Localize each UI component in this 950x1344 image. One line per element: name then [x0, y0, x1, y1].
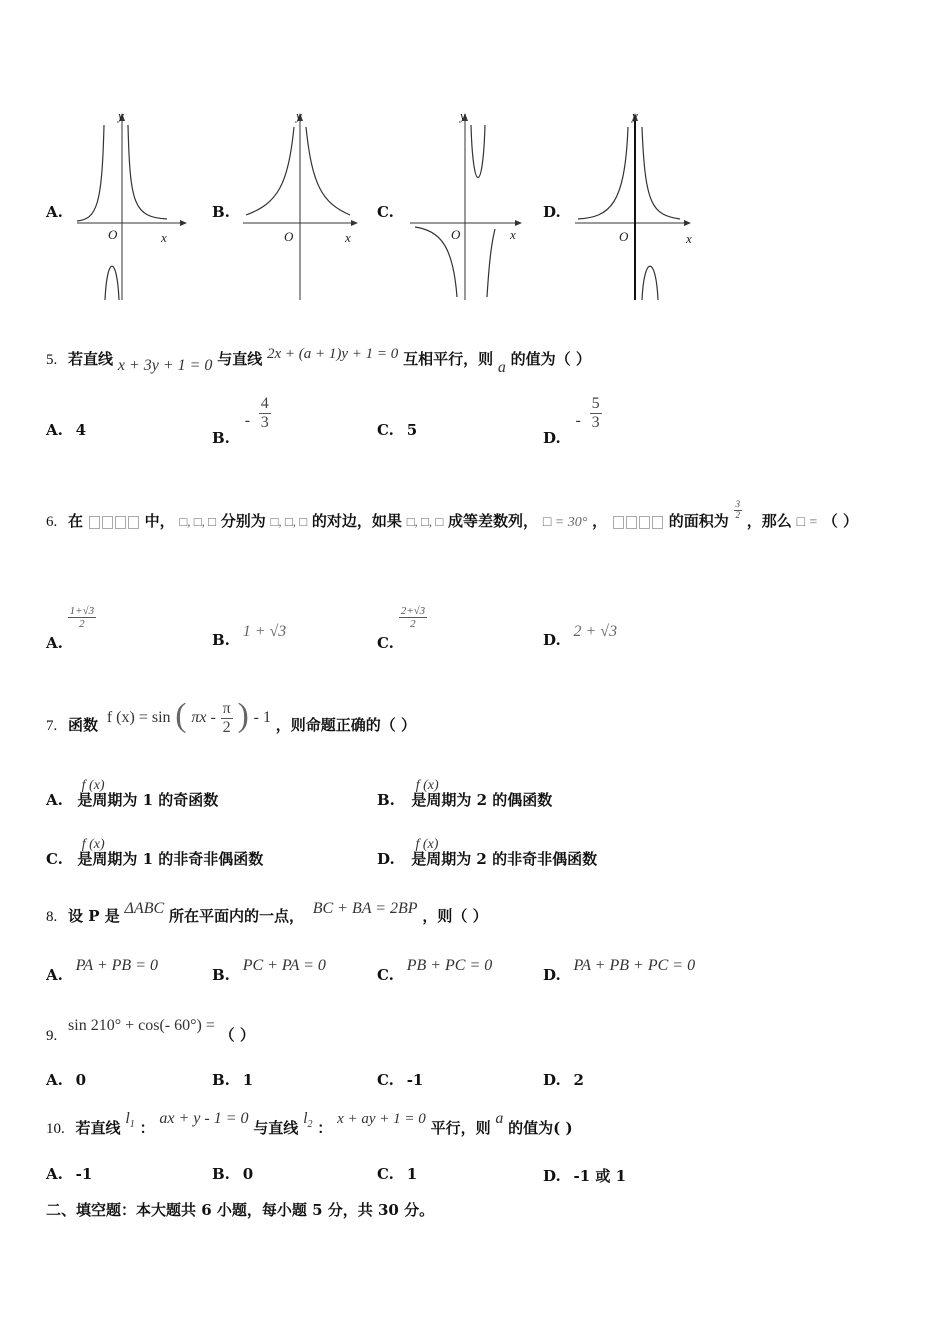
option-label: A. — [46, 791, 63, 809]
denominator: 2 — [410, 618, 416, 631]
question-text: ，则（ ） — [422, 907, 488, 925]
q10-option-a[interactable] — [46, 1165, 92, 1183]
question-number: 9. — [46, 1028, 58, 1044]
option-equation: PA + PB + PC = 0 — [573, 957, 696, 974]
graph-d — [570, 105, 695, 301]
curve-right — [487, 229, 495, 297]
q10-option-d[interactable] — [543, 1165, 626, 1186]
line-letter: l — [303, 1110, 308, 1127]
q5-option-d[interactable] — [543, 395, 602, 448]
question-text: 平行，则 — [430, 1119, 491, 1137]
q5-option-b[interactable] — [212, 395, 271, 448]
y-label: y — [118, 108, 124, 123]
option-label: B. — [212, 1165, 230, 1183]
q9-option-c[interactable] — [377, 1071, 423, 1089]
q9-option-b[interactable] — [212, 1071, 253, 1089]
curve-bottom — [642, 266, 658, 300]
question-text: ，那么 — [746, 512, 792, 530]
question-number: 7. — [46, 718, 58, 734]
question-text: 中， — [144, 512, 175, 530]
option-value: 4 — [75, 421, 87, 439]
function-tail: - 1 — [253, 709, 271, 726]
variable-a: a — [497, 359, 506, 376]
question-text: 的面积为 — [668, 512, 729, 530]
q9-option-a[interactable] — [46, 1071, 86, 1089]
origin-label: O — [284, 229, 294, 244]
question-7: 7. 函数 f (x) = sin ( πx - $\frac{\pi}{2}$ ) - 1 ，则命题正确的（ ） — [46, 697, 416, 736]
vector-equation: BC + BA = 2BP — [312, 900, 418, 917]
triangle-placeholder — [612, 512, 664, 530]
q5-option-c[interactable] — [377, 421, 417, 439]
option-value: 0 — [242, 1165, 254, 1183]
fraction — [399, 605, 427, 630]
q10-option-c[interactable] — [377, 1165, 417, 1183]
question-8 — [46, 897, 488, 925]
q9-option-d[interactable] — [543, 1071, 584, 1089]
function-ref: f (x) — [81, 837, 105, 852]
option-text: 是周期为 1 的非奇非偶函数 — [77, 850, 264, 868]
line-letter: l — [125, 1110, 130, 1127]
equation-l2: x + ay + 1 = 0 — [337, 1111, 426, 1127]
question-text: 函数 — [68, 716, 99, 734]
numerator: 5 — [591, 395, 600, 412]
option-label: B. — [212, 966, 230, 984]
fraction — [259, 395, 271, 431]
curve-top — [471, 125, 485, 178]
option-label: A. — [46, 966, 63, 984]
option-label: C. — [46, 850, 63, 868]
question-text: 成等差数列， — [448, 512, 539, 530]
option-value: -1 — [75, 1165, 93, 1183]
area-fraction — [734, 500, 743, 521]
question-9 — [46, 1014, 255, 1044]
x-axis-arrow — [515, 220, 522, 226]
question-5 — [46, 346, 591, 376]
question-number: 5. — [46, 352, 58, 368]
function-ref: f (x) — [415, 778, 439, 793]
option-label: B. — [212, 429, 230, 448]
option-text: 是周期为 2 的偶函数 — [411, 791, 553, 809]
option-label: D. — [543, 966, 561, 984]
question-text: 若直线 — [68, 350, 114, 368]
colon: ： — [139, 1119, 155, 1137]
option-label: C. — [377, 1165, 394, 1183]
q6-option-d[interactable] — [543, 622, 618, 649]
option-label: C. — [377, 1071, 394, 1089]
question-10 — [46, 1107, 573, 1137]
question-text: 与直线 — [253, 1119, 299, 1137]
line-l1 — [125, 1110, 135, 1131]
option-value: 2 — [573, 1071, 584, 1089]
question-text: 设 P 是 — [68, 907, 120, 925]
q7-option-b[interactable] — [377, 773, 553, 809]
option-label: B. — [212, 631, 230, 649]
q7-option-a[interactable] — [46, 773, 219, 809]
denominator: 2 — [222, 718, 231, 736]
question-text: 与直线 — [217, 350, 263, 368]
graph-option-a-label: A. — [46, 203, 63, 221]
question-text: 的值为（ ） — [510, 350, 591, 368]
origin-label: O — [108, 227, 118, 242]
graph-option-d-label: D. — [543, 203, 561, 221]
question-text: 互相平行，则 — [403, 350, 494, 368]
option-value: -1 或 1 — [573, 1167, 627, 1185]
option-label: D. — [543, 429, 561, 448]
option-label: D. — [543, 631, 561, 649]
q7-option-c[interactable] — [46, 832, 264, 868]
option-sign: - — [244, 412, 251, 430]
equation-line-1: x + 3y + 1 = 0 — [117, 357, 213, 374]
x-label: x — [345, 230, 351, 245]
option-value: 1 + √3 — [242, 623, 287, 640]
side-placeholders: □, □, □ — [406, 514, 444, 529]
option-equation: PB + PC = 0 — [406, 957, 493, 974]
function-ref: f (x) — [81, 778, 105, 793]
option-label: C. — [377, 966, 394, 984]
x-axis-arrow — [684, 220, 691, 226]
question-text: 所在平面内的一点， — [168, 907, 304, 925]
x-label: x — [510, 227, 516, 242]
curve-left — [578, 127, 628, 219]
q8-option-d[interactable] — [543, 956, 696, 984]
trig-expression: sin 210° + cos(- 60°) = — [68, 1017, 215, 1034]
denominator: 2 — [735, 509, 740, 520]
numerator: 4 — [260, 395, 269, 412]
fraction — [590, 395, 602, 431]
option-value: -1 — [406, 1071, 424, 1089]
y-label: y — [632, 108, 638, 123]
line-subscript: 2 — [307, 1119, 313, 1131]
q6-option-c[interactable] — [377, 605, 427, 652]
option-label: B. — [377, 791, 395, 809]
question-number: 8. — [46, 909, 58, 925]
curve-bottom — [105, 266, 119, 300]
angle-condition: □ = 30° — [542, 515, 588, 530]
pi-over-2 — [221, 700, 233, 736]
option-label: D. — [543, 1167, 561, 1185]
origin-label: O — [451, 227, 461, 242]
question-6 — [46, 498, 858, 532]
section-2-heading: 二、填空题：本大题共 6 小题，每小题 5 分，共 30 分。 — [46, 1201, 435, 1219]
q6-option-a[interactable] — [46, 605, 96, 652]
angle-placeholders: □, □, □ — [179, 514, 216, 529]
colon: ： — [317, 1119, 333, 1137]
option-text: 是周期为 2 的非奇非偶函数 — [411, 850, 598, 868]
equation-line-2: 2x + (a + 1)y + 1 = 0 — [267, 346, 399, 362]
option-label: A. — [46, 421, 63, 439]
x-label: x — [686, 231, 692, 246]
curve-left — [246, 127, 294, 215]
denominator: 2 — [79, 618, 85, 631]
function-name: f (x) = sin — [106, 709, 171, 726]
curve-left — [77, 125, 104, 221]
equation-l1: ax + y - 1 = 0 — [159, 1110, 249, 1127]
x-axis-arrow — [180, 220, 187, 226]
y-label: y — [460, 108, 466, 123]
q10-option-b[interactable] — [212, 1165, 253, 1183]
option-equation: PC + PA = 0 — [242, 957, 326, 974]
numerator: 2+√3 — [400, 605, 426, 617]
option-label: D. — [543, 1071, 561, 1089]
graph-option-c-label: C. — [377, 203, 394, 221]
y-label: y — [296, 108, 302, 123]
option-value: 1 — [406, 1165, 418, 1183]
function-ref: f (x) — [415, 837, 439, 852]
q8-option-a[interactable] — [46, 956, 158, 984]
curve-right — [642, 127, 680, 219]
option-text: 是周期为 1 的奇函数 — [77, 791, 219, 809]
q5-option-a[interactable] — [46, 421, 86, 439]
option-label: C. — [377, 633, 394, 652]
target-variable: □ = — [796, 515, 818, 530]
option-value: 1 — [242, 1071, 254, 1089]
fraction — [68, 605, 96, 630]
question-text: 分别为 — [220, 512, 266, 530]
option-label: D. — [377, 850, 395, 868]
numerator: 3 — [735, 498, 740, 509]
option-label: A. — [46, 1165, 63, 1183]
numerator: 1+√3 — [69, 605, 95, 617]
q8-option-b[interactable] — [212, 956, 326, 984]
option-equation: PA + PB = 0 — [75, 957, 158, 974]
option-value: 0 — [75, 1071, 87, 1089]
question-text: 的对边，如果 — [311, 512, 402, 530]
q8-option-c[interactable] — [377, 956, 493, 984]
numerator: π — [222, 699, 231, 717]
variable-a: a — [495, 1110, 504, 1127]
denominator: 3 — [591, 413, 600, 431]
question-text: 在 — [68, 512, 84, 530]
graph-option-b-label: B. — [212, 203, 230, 221]
q6-option-b[interactable] — [212, 622, 287, 649]
option-label: A. — [46, 1071, 63, 1089]
x-axis-arrow — [351, 220, 358, 226]
graph-c — [405, 105, 525, 301]
triangle-abc: ΔABC — [124, 900, 165, 917]
function-arg: πx - — [191, 709, 216, 726]
origin-label: O — [619, 229, 629, 244]
line-l2 — [303, 1110, 313, 1131]
x-label: x — [161, 230, 167, 245]
q7-option-d[interactable] — [377, 832, 598, 868]
question-text: ，则命题正确的（ ） — [275, 716, 416, 734]
question-text: （ ） — [822, 512, 858, 530]
graph-b — [238, 105, 360, 301]
question-text: 若直线 — [75, 1119, 121, 1137]
graph-a — [72, 105, 187, 301]
triangle-placeholder — [88, 512, 140, 530]
question-text: （ ） — [219, 1026, 255, 1044]
question-text: 的值为( ) — [508, 1119, 573, 1137]
question-text: ， — [592, 512, 608, 530]
option-value: 2 + √3 — [573, 623, 618, 640]
curve-right — [306, 127, 350, 215]
option-sign: - — [575, 412, 581, 430]
option-label: B. — [212, 1071, 230, 1089]
option-label: A. — [46, 633, 63, 652]
question-number: 10. — [46, 1121, 65, 1137]
option-label: C. — [377, 421, 394, 439]
curve-right — [128, 125, 167, 219]
option-value: 5 — [406, 421, 418, 439]
question-number: 6. — [46, 514, 58, 530]
side-placeholders: □, □, □ — [270, 514, 308, 529]
denominator: 3 — [260, 413, 269, 431]
line-subscript: 1 — [129, 1119, 135, 1131]
